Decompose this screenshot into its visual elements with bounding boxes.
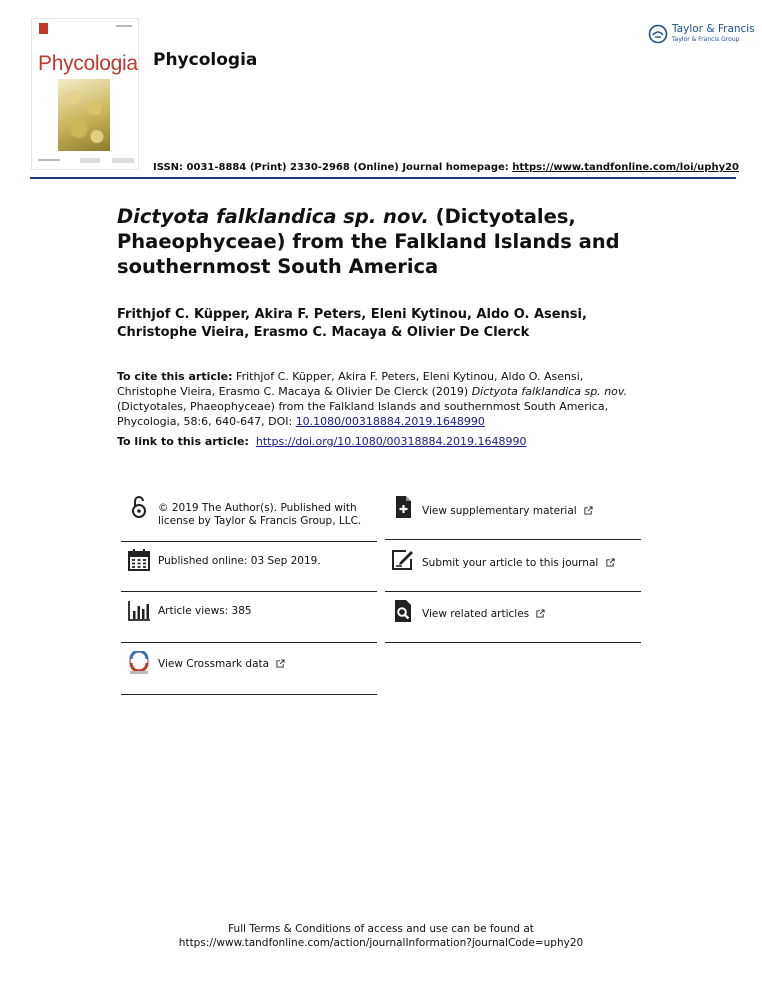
citation-block [117, 369, 637, 429]
published-cell [121, 548, 377, 592]
journal-name: Phycologia [153, 50, 258, 70]
article-authors: Frithjof C. Küpper, Akira F. Peters, Eleni Kytinou, Aldo O. Asensi, Christophe Vieira, Erasmo C. Macaya & Olivier De Clerck [117, 307, 587, 340]
cite-doi-link[interactable]: 10.1080/00318884.2019.1648990 [295, 415, 485, 428]
journal-homepage-link[interactable]: https://www.tandfonline.com/loi/uphy20 [512, 162, 740, 173]
article-title-species: Dictyota falklandica sp. nov. [117, 205, 429, 228]
journal-cover-thumbnail [31, 18, 139, 170]
supplementary-cell[interactable] [385, 495, 641, 540]
article-link-line [117, 435, 526, 448]
divider [121, 541, 377, 542]
terms-text: Full Terms & Conditions of access and use can be found at [228, 923, 534, 935]
divider [385, 591, 641, 592]
article-doi-link[interactable]: https://doi.org/10.1080/00318884.2019.1648990 [255, 435, 527, 448]
cover-sponsor-logo [112, 158, 134, 163]
related-articles-link[interactable]: View related articles [422, 608, 530, 620]
published-date: Published online: 03 Sep 2019. [158, 555, 321, 567]
supplementary-link[interactable]: View supplementary material [422, 505, 577, 517]
article-title [117, 204, 637, 279]
license-text-line2: license by Taylor & Francis Group, LLC. [158, 515, 362, 527]
submit-cell[interactable] [385, 548, 641, 592]
cover-publisher-logo [80, 158, 100, 163]
cite-species: Dictyota falklandica sp. nov. [471, 385, 628, 398]
link-label: To link to this article: [117, 435, 249, 448]
crossmark-icon [127, 651, 151, 675]
external-link-icon [536, 609, 545, 618]
cover-title: Phycologia [38, 52, 138, 75]
header-divider [30, 177, 736, 179]
article-views: Article views: 385 [158, 605, 252, 617]
cite-text-post: (Dictyotales, Phaeophyceae) from the Falkland Islands and southernmost South America, Phycologia, 58:6, 640-647, DOI: [117, 400, 609, 428]
license-text-line1: © 2019 The Author(s). Published with [158, 502, 357, 514]
article-title-rest: (Dictyotales, Phaeophyceae) from the Falkland Islands and southernmost South America [117, 205, 620, 278]
cover-footer-text [38, 159, 60, 161]
cite-text-pre: Frithjof C. Küpper, Akira F. Peters, Eleni Kytinou, Aldo O. Asensi, Christophe Vieira, Erasmo C. Macaya & Olivier De Clerck (2019) [117, 370, 584, 398]
cover-alga-image [58, 79, 110, 151]
crossmark-cell[interactable] [121, 651, 377, 695]
terms-footer [0, 922, 762, 950]
divider [121, 591, 377, 592]
crossmark-link[interactable]: View Crossmark data [158, 658, 270, 670]
license-cell [121, 495, 377, 542]
publisher-name: Taylor & Francis [672, 23, 755, 35]
external-link-icon [584, 506, 593, 515]
divider [121, 694, 377, 695]
divider [121, 642, 377, 643]
cover-brand-mark [39, 23, 48, 34]
calendar-icon [127, 548, 151, 572]
divider [385, 539, 641, 540]
external-link-icon [276, 659, 285, 668]
issn-line [153, 162, 739, 173]
bar-chart-icon [127, 599, 151, 623]
file-plus-icon [391, 495, 415, 519]
edit-document-icon [391, 548, 415, 572]
issn-label: ISSN: 0031-8884 (Print) 2330-2968 (Online) Journal homepage: [153, 162, 509, 173]
taylor-francis-icon [648, 24, 668, 44]
publisher-subtitle: Taylor & Francis Group [672, 36, 740, 43]
divider [385, 642, 641, 643]
related-cell[interactable] [385, 599, 641, 643]
submit-article-link[interactable]: Submit your article to this journal [422, 557, 599, 569]
open-access-lock-icon [127, 495, 151, 519]
cover-issn-mark [116, 25, 132, 27]
external-link-icon [606, 558, 615, 567]
cite-label: To cite this article: [117, 370, 233, 383]
views-cell [121, 599, 377, 643]
search-document-icon [391, 599, 415, 623]
terms-url[interactable]: https://www.tandfonline.com/action/journalInformation?journalCode=uphy20 [178, 937, 584, 949]
